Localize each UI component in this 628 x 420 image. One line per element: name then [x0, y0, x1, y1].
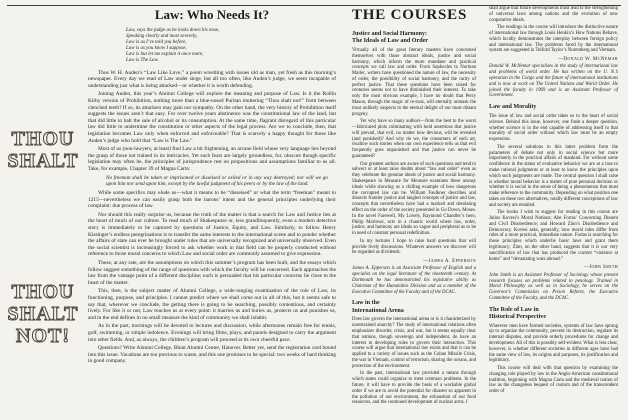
- section-title-historical: [489, 307, 618, 321]
- course-paragraph: Wherever men have formed societies, systems of law have sprung up to organize the community, prevent its destruction, regulate its internal disputes, and provide orderly procedures for change and development. All of this is possibly self-evident. What is less clear, however, is whether different societies in different ages have had the same view of law, its origins and purposes, its justification and legitimacy.: [489, 323, 618, 364]
- course-paragraph: shall argue that future developments must lead to the strengthening of universal laws among nations and the evolution of new cooperative ideals.: [489, 6, 618, 23]
- section-title-line: International Arena: [352, 307, 404, 314]
- course-paragraph: Does law govern the international arena or is it characterized by unrestrained anarchy? The study of international relations often emphasizes disorder, crisis, and war, but it seems equally clear that nations, though sovereign and independent, do have an interest in developing rules to govern their interaction. This course will argue that international law exists and that it can be applied to a variety of issues such as the Cuban Missile Crisis, the war in Vietnam, control of terrorism, sharing the oceans, and protection of the environment.: [352, 317, 476, 369]
- section-title-line: The Ideals of Law and Order: [352, 38, 429, 45]
- course-paragraph: The books I wish to suggest for reading in this course are Julius Kovesi’s Moral Notions; Abe Fortas’ Concerning Dissent and Civil Disobedience; and Howard Zinn’s Disobedience and Democracy. Kovesi asks, generally, how moral rules differ from rules of a more practical, immediate nature. Fortas is searching for those principles which underlie basic laws and grant them legitimacy; Zinn, on the other hand, suggests that it is our very sanctification of law that has produced the current “violence at home” and “devastating wars abroad.”: [489, 210, 618, 262]
- course-paragraph: This course will deal with that question by examining the changing role played by law in the Anglo-American constitutional tradition, beginning with Magna Carta and the medieval notion of law as the changeless bequest of custom and of the transcendent order of: [489, 366, 618, 395]
- poem-line: Law is as you know I suppose,: [126, 46, 187, 52]
- course-paragraph: The several solutions to this latter problem form the parameters of debate not only in social science but more importantly in the practical affairs of mankind. For without some confidence in the status of evaluative behavior we are at a loss to make rational judgments or at least to know the principles upon which such judgments are made. The central question I shall raise is whether moral behavior is a matter of pure personal decision or whether it is social in the sense of being a phenomenon that must make reference to the community. Depending on what position one takes on these two alternatives, totally different conceptions of law and society are entailed.: [489, 144, 618, 208]
- section-title-line: Historical Perspective: [489, 313, 547, 320]
- poem-line: Speaking clearly and most severely,: [126, 34, 198, 40]
- poem-line: Law is as I’ve told you before,: [126, 40, 187, 46]
- signature-smith: —John Smith: [583, 265, 618, 271]
- article-paragraph: This, then, is the subject matter of Alumni College, a wide-ranging examination of the role of Law, its functioning, purpose, and principles. I cannot predict where we shall come out in all of this, but it seems safe to say that, wherever we conclude, the getting there is going to be searching, possibly contentious, and certainly lively. For like it or not, Law touches us at every point: it marries us and buries us, protects us and punishes us, and in the end defines in no small measure the kind of community we shall inhabit.: [88, 288, 336, 321]
- article-paragraph: These, at any rate, are the assumptions on which this summer’s program has been built, and the essays which follow suggest something of the range of questions with which the faculty will be concerned. Each approaches the law from the vantage point of a different discipline; each is persuaded that his particular concerns lie close to the heart of the matter.: [88, 260, 336, 286]
- course-paragraph: The readings in the course will introduce the distinctive nature of international law through Louis Henkin’s How Nations Behave, which lucidly demonstrates the interplay between foreign policy and international law. The problems faced by the international system are suggested in Telford Taylor’s Nuremberg and Vietnam.: [489, 25, 618, 54]
- article-title: Law: Who Needs It?: [154, 7, 270, 22]
- course-paragraph: Virtually all of the great literary masters have concerned themselves with those abstract ideals, justice and social harmony, which inform the more mundane and practical concepts we call law and order. From Sophocles to Norman Mailer, writers have questioned the nature of law, the necessity of order, the possibility of social harmony, and the rarity of perfect justice. That these questions have been raised for centuries seems not to have diminished their interest. To take only the most obvious example, I have no doubt that Perry Mason, through the magic of re-runs, will eternally unmask the most unlikely suspects to the eternal delight of our most distant progeny.: [352, 47, 476, 117]
- article-paragraph: While some specifics may elude us—what it means to be “disseised” or what the term “freeman” meant in 1215—nevertheless we can easily grasp both the barons’ intent and the general principles underlying their complaint: due process of law.: [88, 190, 336, 210]
- callout-line: SHALT: [7, 150, 79, 172]
- courses-column-left: [352, 6, 476, 408]
- article-paragraph: As in the past, mornings will be devoted to lectures and discussion, while afternoons remain free for tennis, golf, swimming, or simple indolence. Evenings will bring films, plays, and panels designed to carry the argument into other fields. And, as always, the children’s program will proceed at its own cheerful pace.: [88, 323, 336, 343]
- callout-line: SHALT: [7, 303, 79, 325]
- callout-line: THOU: [11, 128, 75, 150]
- section-title-line: The Role of Law in: [489, 306, 539, 313]
- article-paragraph: Questions? Write Alumni College, Blunt Alumni Center, Hanover. Better yet, send the registration card bound into this issue. Vacations are too precious to waste, and this one promises to be special: two weeks of hard thinking in good company.: [88, 345, 336, 365]
- article-paragraph: Nor should this really surprise us, because the truth of the matter is that a search for Law and Justice lies at the heart of much of our culture. To read much of Shakespeare or, less grandiloquently, even a modern detective story is immediately to be captured by questions of Justice, Equity, and Law. Similarly, to follow Henry Kissinger’s endless peregrinations is to transfer the same interests to the international scene and to ponder whether the affairs of state can ever be brought under rules that are universally recognized and universally observed. Even the social scientist is increasingly forced to ask whether work in that field can be properly conducted without reference to those moral concerns to which Law and social order are commonly assumed to give expression.: [88, 211, 336, 258]
- courses-heading: THE COURSES: [352, 7, 468, 23]
- article-paragraph: Most of us (non-lawyers, at least) find Law a bit frightening, an arcane field whose very language lies beyond the grasp of those not trained in its intricacies. Yet such fears are largely groundless, for, obscure though specific legislation may often be, the principles of jurisprudence rest on propositions and assumptions familiar to us all. Take, for example, Chapter 39 of Magna Carta:: [88, 146, 336, 172]
- callout-line: NOT!: [16, 325, 70, 347]
- poem-line: Law is but let me explain it once more,: [126, 52, 204, 58]
- callout-line: THOU: [11, 281, 75, 303]
- courses-column-right: [489, 6, 618, 397]
- poem-epigraph: [126, 28, 336, 65]
- signature-epperson: —James A. Epperson: [423, 258, 476, 264]
- section-title-international: [352, 300, 476, 314]
- margin-callout-thou-shalt-not: [2, 281, 84, 347]
- course-paragraph: The issue of law and social order takes us to the heart of social science. Behind this issue, however, one finds a deeper question, whether science is in the end capable of addressing itself to that morality of social order without which law must be an empty expression.: [489, 113, 618, 143]
- section-title-line: Law in the: [352, 300, 380, 307]
- section-title-justice: [352, 31, 476, 45]
- course-paragraph: Yet why have so many authors—from the best to the worst—fabricated plots culminating with bold assertions that justice will prevail, that evil, no matter how devious, will be revealed (and punished)? And why do we, the consumers of such art, swallow such stories when our own experience tells us that evil frequently goes unpunished and that justice can never be guaranteed?: [352, 119, 476, 160]
- signature-mcnemar: —Donald W. McNemar: [557, 56, 618, 62]
- section-title-line: Justice and Social Harmony:: [352, 31, 427, 37]
- bio-mcnemar: Donald W. McNemar specializes in the study of international law and problems of world order. He has written on the U. N.’s operation in the Congo and the future of international institutions and is now at work on The United Nations and World Order. He joined the faculty in 1969 and is an Assistant Professor of Government.: [489, 64, 618, 99]
- feature-article: [88, 7, 336, 367]
- magna-carta-quote: No freeman shall be taken or imprisoned or disseised or exiled or in any way destroyed; nor will we go upon him nor send upon him, except by the lawful judgment of his peers or by the law of the land.: [106, 174, 328, 188]
- course-paragraph: Our greatest authors are aware of such questions and tend to subvert or at least raise doubts about “law and order” even as they celebrate the genuine ideals of justice and social harmony. Shakespeare in Measure for Measure examines these uneasy ideals while showing us a chilling example of how dangerous the corrupted law can be. William Faulkner describes and dissects frontier justice and tangled concepts of justice and law, concepts that nevertheless have had a marked and desolating effect on the order of the society presented in Go Down, Moses. In the novel Farewell, My Lovely, Raymond Chandler’s hero, Philip Marlowe, acts in a chaotic world where law, order, justice, and harmony are ideals so vague and peripheral as to be in need of constant personal redefinition.: [352, 161, 476, 237]
- article-paragraph: Joining Auden, this year’s Alumni College will explore the meaning and purpose of Law. Is it the Rollin Kirby version of Prohibition, nothing more than a blue-nosed Puritan muttering “Thou shalt not!” from between clenched teeth? If so, its attackers may gain our sympathy. On the other hand, the very history of Prohibition itself suggests the issues aren’t that easy. For over twelve years abstinence was the constitutional law of the land, but that did little to halt the sale of alcohol or its consumption. At the same time, flagrant disregard of this particular law did little to undermine the constitution or other aspects of the legal process. Are we to conclude, then, that legislation becomes Law only when enforced and enforceable? That is scarcely a happy thought for those like Auden’s judge who hold that “Law is The Law.”: [88, 91, 336, 144]
- course-paragraph: In the past, international law provided a means through which states could organize to meet common problems. In the future, it will have to provide the basis of a workable global order if we are to avoid the potential for disaster so apparent in the pollution of our environment, the exhaustion of our food resources, and the continued development of nuclear arms. I: [352, 371, 476, 406]
- bio-smith: John Smith is an Assistant Professor of Sociology whose present research focuses on problems related to penology. Trained in Moral Philosophy as well as in Sociology, he serves on the Governor’s Commission on Prison Reform, the Executive Committee of the Faculty, and the DCAC.: [489, 272, 618, 301]
- poem-line: Law is The Law.: [126, 58, 159, 64]
- poem-line: Law, says the judge as he looks down his nose,: [126, 28, 220, 33]
- section-title-morality: [489, 104, 618, 111]
- article-paragraph: Thus W. H. Auden’s “Law Like Love,” a poem wrestling with issues old as man, yet fresh as this morning’s newspaper. Every day we read of Law under siege, but all too often, like Auden’s judge, we seem incapable of understanding just what is being attacked—or whether it is worth defending.: [88, 69, 336, 89]
- margin-callout-thou-shalt: [2, 128, 84, 172]
- section-title-line: Law and Morality: [489, 104, 537, 111]
- bio-epperson: James A. Epperson is an Associate Professor of English and a specialist on the legal literature of the nineteenth century. At Dartmouth he has demonstrated his legislative ability as Chairman of the Humanities Division and as a member of the Executive Committee of the Faculty and of the DCAC.: [352, 266, 476, 295]
- course-paragraph: In my lectures I hope to raise hard questions that will provide lively discussions. Whatever answers we discover will be regarded as dividends.: [352, 238, 476, 256]
